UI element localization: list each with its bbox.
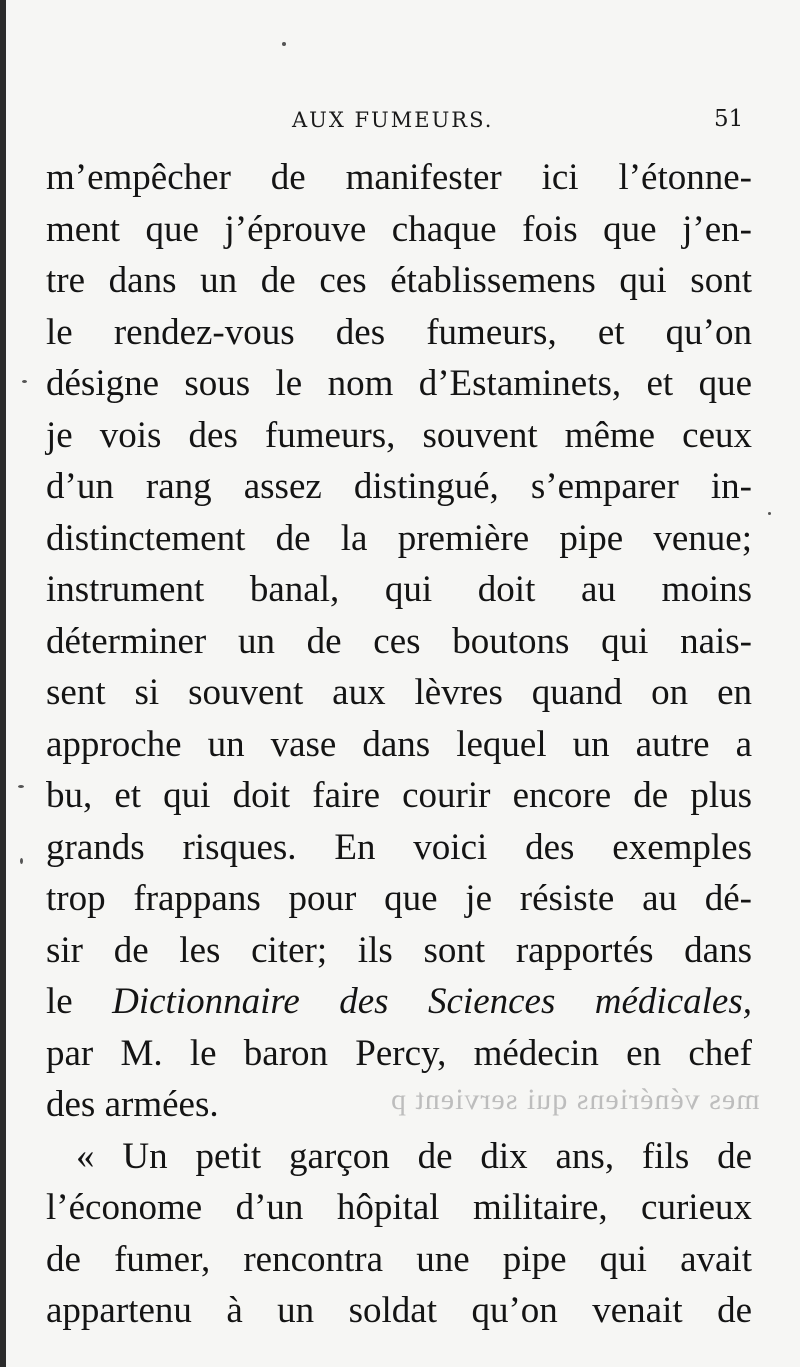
text-line: appartenu à un soldat qu’on venait de [46, 1290, 752, 1331]
text-line: désigne sous le nom d’Estaminets, et que [46, 363, 752, 404]
text-line: m’empêcher de manifester ici l’étonne- [46, 157, 752, 198]
paper-speck [18, 785, 24, 788]
text-line: le rendez-vous des fumeurs, et qu’on [46, 311, 752, 353]
text-line: bu, et qui doit faire courir encore de plus [46, 775, 752, 816]
citation-prefix: le [46, 981, 73, 1022]
text-line: trop frappans pour que je résiste au dé- [46, 878, 752, 919]
text-line: sir de les citer; ils sont rapportés dans [46, 929, 752, 971]
text-line: de fumer, rencontra une pipe qui avait [46, 1238, 752, 1280]
paper-speck [282, 42, 286, 46]
book-title-italic: Dictionnaire des Sciences médicales, [112, 981, 752, 1022]
text-line-quote-start: « Un petit garçon de dix ans, fils de [76, 1135, 752, 1177]
page-number: 51 [714, 106, 744, 132]
body-text [46, 152, 752, 1337]
text-line: je vois des fumeurs, souvent même ceux [46, 414, 752, 456]
page-edge-shadow [0, 0, 6, 1367]
running-title: AUX FUMEURS. [292, 108, 494, 132]
text-line: approche un vase dans lequel un autre a [46, 723, 752, 765]
text-line: par M. le baron Percy, médecin en chef [46, 1032, 752, 1074]
text-line-citation [46, 976, 752, 1028]
text-line: instrument banal, qui doit au moins [46, 569, 752, 610]
text-line: sent si souvent aux lèvres quand on en [46, 672, 752, 713]
text-line: ment que j’éprouve chaque fois que j’en- [46, 208, 752, 250]
text-line: déterminer un de ces boutons qui nais- [46, 620, 752, 662]
show-through-text: mes vénériens qui servient p [390, 1083, 760, 1116]
paper-speck [22, 380, 27, 383]
paper-speck [768, 512, 771, 515]
running-head [0, 108, 800, 138]
text-line: l’économe d’un hôpital militaire, curieux [46, 1187, 752, 1228]
text-line: tre dans un de ces établissemens qui sont [46, 260, 752, 301]
paper-speck [20, 858, 23, 864]
paragraph-end-line: des armées. [46, 1084, 219, 1125]
text-line: distinctement de la première pipe venue; [46, 517, 752, 559]
text-line: grands risques. En voici des exemples [46, 826, 752, 868]
text-line: d’un rang assez distingué, s’emparer in- [46, 466, 752, 507]
